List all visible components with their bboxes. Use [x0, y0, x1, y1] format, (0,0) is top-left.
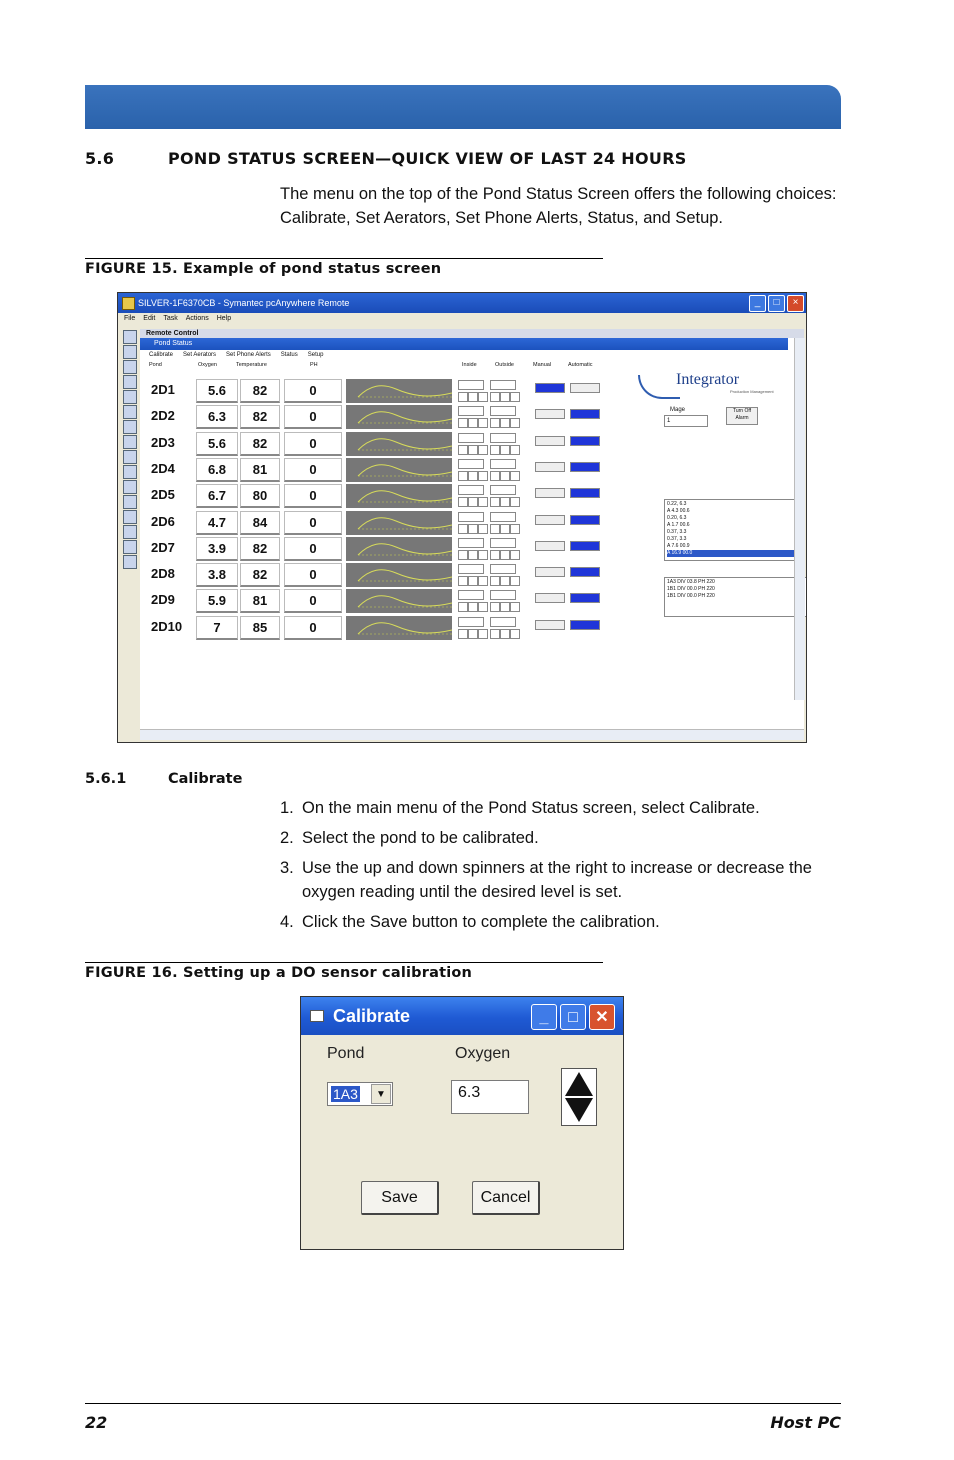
- trend-graph: [346, 379, 452, 403]
- on-off-toggle[interactable]: [468, 629, 478, 639]
- toolbar-button-icon[interactable]: [123, 345, 137, 359]
- calibrate-titlebar: [301, 997, 623, 1035]
- save-button[interactable]: Save: [361, 1181, 439, 1215]
- toolbar-button-icon[interactable]: [123, 555, 137, 569]
- aerator-controls: [458, 459, 524, 481]
- toolbar-button-icon[interactable]: [123, 465, 137, 479]
- on-off-toggle[interactable]: [510, 392, 520, 402]
- inside-field[interactable]: [458, 617, 484, 627]
- inside-field[interactable]: [458, 459, 484, 469]
- trend-graph: [346, 405, 452, 429]
- on-off-toggle[interactable]: [468, 602, 478, 612]
- cancel-button[interactable]: Cancel: [472, 1181, 540, 1215]
- minimize-icon[interactable]: _: [749, 295, 766, 312]
- list-item[interactable]: 1A3 DIV 03.8 PH 220: [667, 579, 715, 585]
- integrator-logo: Integrator Production Management: [638, 371, 807, 397]
- figure15-rule: [85, 258, 603, 259]
- spinner-up-icon[interactable]: [565, 1072, 593, 1096]
- menu-set-aerators[interactable]: Set Aerators: [183, 352, 217, 358]
- on-off-toggle[interactable]: [478, 418, 488, 428]
- on-off-toggle[interactable]: [510, 497, 520, 507]
- pond-id: 2D6: [151, 513, 175, 529]
- oxygen-cell: 7: [196, 616, 238, 640]
- header-inside: Inside: [462, 362, 477, 368]
- on-off-toggle[interactable]: [458, 524, 468, 534]
- on-off-toggle[interactable]: [490, 550, 500, 560]
- on-off-toggle[interactable]: [500, 524, 510, 534]
- toolbar-button-icon[interactable]: [123, 525, 137, 539]
- automatic-indicator[interactable]: [570, 383, 600, 393]
- aerator-controls: [458, 380, 524, 402]
- on-off-toggle[interactable]: [510, 576, 520, 586]
- aerator-controls: [458, 433, 524, 455]
- inside-field[interactable]: [458, 433, 484, 443]
- table-row: [148, 537, 608, 561]
- on-off-toggle[interactable]: [478, 576, 488, 586]
- on-off-toggle[interactable]: [510, 418, 520, 428]
- table-row: [148, 484, 608, 508]
- mage-select[interactable]: 1: [664, 415, 708, 427]
- outside-field[interactable]: [490, 512, 516, 522]
- section-number: 5.6: [85, 149, 115, 168]
- manual-indicator[interactable]: [535, 567, 565, 577]
- subsection-title: Calibrate: [168, 771, 243, 787]
- temperature-cell: 82: [240, 379, 280, 403]
- manual-indicator[interactable]: [535, 541, 565, 551]
- remote-window-title: SILVER-1F6370CB - Symantec pcAnywhere Remote: [138, 298, 350, 308]
- oxygen-cell: 6.3: [196, 405, 238, 429]
- aerator-controls: [458, 538, 524, 560]
- on-off-toggle[interactable]: [478, 524, 488, 534]
- temperature-cell: 82: [240, 537, 280, 561]
- calibrate-dialog: [300, 996, 624, 1250]
- on-off-toggle[interactable]: [468, 418, 478, 428]
- toolbar-button-icon[interactable]: [123, 390, 137, 404]
- close-icon[interactable]: ×: [787, 295, 804, 312]
- page-number: 22: [85, 1413, 108, 1432]
- manual-indicator[interactable]: [535, 593, 565, 603]
- inside-field[interactable]: [458, 380, 484, 390]
- on-off-toggle[interactable]: [490, 602, 500, 612]
- manual-indicator[interactable]: [535, 488, 565, 498]
- menu-file[interactable]: File: [124, 315, 136, 322]
- header-oxygen: Oxygen: [198, 362, 217, 368]
- oxygen-spinner[interactable]: [561, 1068, 597, 1126]
- on-off-toggle[interactable]: [468, 576, 478, 586]
- header-pond: Pond: [149, 362, 162, 368]
- toolbar-button-icon[interactable]: [123, 495, 137, 509]
- on-off-toggle[interactable]: [478, 629, 488, 639]
- trend-graph: [346, 432, 452, 456]
- calibrate-body: [305, 1035, 619, 1245]
- inside-field[interactable]: [458, 590, 484, 600]
- on-off-toggle[interactable]: [468, 445, 478, 455]
- automatic-indicator[interactable]: [570, 488, 600, 498]
- pond-select-value: 1A3: [333, 1086, 358, 1102]
- on-off-toggle[interactable]: [490, 524, 500, 534]
- automatic-indicator[interactable]: [570, 462, 600, 472]
- trend-graph: [346, 484, 452, 508]
- automatic-indicator[interactable]: [570, 567, 600, 577]
- pond-id: 2D2: [151, 408, 175, 424]
- oxygen-cell: 4.7: [196, 511, 238, 535]
- inside-field[interactable]: [458, 406, 484, 416]
- oxygen-cell: 5.6: [196, 379, 238, 403]
- on-off-toggle[interactable]: [468, 524, 478, 534]
- menu-edit[interactable]: Edit: [143, 315, 156, 322]
- list-item[interactable]: 0.37, 3.3: [667, 536, 687, 542]
- pond-id: 2D3: [151, 434, 175, 450]
- table-row: [148, 589, 608, 613]
- on-off-toggle[interactable]: [500, 392, 510, 402]
- oxygen-field[interactable]: 6.3: [451, 1080, 529, 1114]
- automatic-indicator[interactable]: [570, 541, 600, 551]
- on-off-toggle[interactable]: [490, 497, 500, 507]
- on-off-toggle[interactable]: [500, 418, 510, 428]
- pond-status-titlebar: Pond Status: [140, 338, 788, 350]
- log-listbox[interactable]: [664, 577, 807, 617]
- header-automatic: Automatic: [568, 362, 593, 368]
- temperature-cell: 82: [240, 405, 280, 429]
- pond-status-menu: [140, 350, 804, 360]
- manual-indicator[interactable]: [535, 620, 565, 630]
- horizontal-scrollbar[interactable]: [140, 729, 804, 740]
- on-off-toggle[interactable]: [458, 471, 468, 481]
- turn-off-alarm-button[interactable]: Turn Off Alarm: [726, 407, 758, 425]
- temperature-cell: 81: [240, 458, 280, 482]
- on-off-toggle[interactable]: [458, 497, 468, 507]
- pond-id: 2D5: [151, 487, 175, 503]
- oxygen-cell: 3.8: [196, 563, 238, 587]
- window-icon: [310, 1010, 324, 1022]
- manual-indicator[interactable]: [535, 409, 565, 419]
- on-off-toggle[interactable]: [478, 602, 488, 612]
- on-off-toggle[interactable]: [478, 392, 488, 402]
- on-off-toggle[interactable]: [500, 445, 510, 455]
- menu-set-phone-alerts[interactable]: Set Phone Alerts: [226, 352, 271, 358]
- maximize-icon[interactable]: □: [560, 1004, 586, 1030]
- ph-cell: 0: [284, 432, 342, 456]
- on-off-toggle[interactable]: [478, 471, 488, 481]
- trend-graph: [346, 563, 452, 587]
- aerator-controls: [458, 590, 524, 612]
- automatic-indicator[interactable]: [570, 436, 600, 446]
- aerator-controls: [458, 406, 524, 428]
- outside-field[interactable]: [490, 564, 516, 574]
- list-item[interactable]: 0.20, 6.3: [667, 515, 687, 521]
- ph-cell: 0: [284, 616, 342, 640]
- outside-field[interactable]: [490, 538, 516, 548]
- inside-field[interactable]: [458, 538, 484, 548]
- on-off-toggle[interactable]: [510, 629, 520, 639]
- figure15-caption: FIGURE 15. Example of pond status screen: [85, 261, 442, 277]
- pond-id: 2D7: [151, 539, 175, 555]
- list-item[interactable]: A 4.3 00.6: [667, 508, 690, 514]
- oxygen-cell: 6.8: [196, 458, 238, 482]
- manual-indicator[interactable]: [535, 515, 565, 525]
- pond-id: 2D10: [151, 618, 183, 634]
- section-paragraph: The menu on the top of the Pond Status Screen offers the following choices: Calibrate, Set Aerators, Set Phone Alerts, Status, and Setup.: [280, 185, 837, 227]
- mage-label: Mage: [670, 407, 686, 413]
- on-off-toggle[interactable]: [510, 471, 520, 481]
- oxygen-label: Oxygen: [455, 1045, 511, 1062]
- ph-cell: 0: [284, 511, 342, 535]
- figure16-rule: [85, 962, 603, 963]
- temperature-cell: 80: [240, 484, 280, 508]
- table-row: [148, 511, 608, 535]
- inside-field[interactable]: [458, 485, 484, 495]
- on-off-toggle[interactable]: [500, 602, 510, 612]
- menu-task[interactable]: Task: [163, 315, 178, 322]
- trend-graph: [346, 589, 452, 613]
- on-off-toggle[interactable]: [500, 629, 510, 639]
- temperature-cell: 82: [240, 563, 280, 587]
- reading-listbox[interactable]: [664, 499, 802, 561]
- list-item[interactable]: 1B1 DIV 00.0 PH 220: [667, 586, 715, 592]
- on-off-toggle[interactable]: [490, 392, 500, 402]
- menu-help[interactable]: Help: [216, 315, 232, 322]
- toolbar-button-icon[interactable]: [123, 510, 137, 524]
- on-off-toggle[interactable]: [458, 418, 468, 428]
- toolbar-button-icon[interactable]: [123, 375, 137, 389]
- list-item: 4. Click the Save button to complete the calibration.: [280, 913, 660, 931]
- chapter-name: Host PC: [770, 1413, 841, 1432]
- automatic-indicator[interactable]: [570, 515, 600, 525]
- aerator-controls: [458, 512, 524, 534]
- table-row: [148, 458, 608, 482]
- header-temperature: Temperature: [236, 362, 267, 368]
- on-off-toggle[interactable]: [510, 524, 520, 534]
- automatic-indicator[interactable]: [570, 593, 600, 603]
- toolbar-button-icon[interactable]: [123, 420, 137, 434]
- oxygen-cell: 5.6: [196, 432, 238, 456]
- outside-field[interactable]: [490, 406, 516, 416]
- on-off-toggle[interactable]: [510, 550, 520, 560]
- on-off-toggle[interactable]: [458, 550, 468, 560]
- minimize-icon[interactable]: _: [531, 1004, 557, 1030]
- remote-control-label: Remote Control: [140, 329, 804, 338]
- on-off-toggle[interactable]: [458, 602, 468, 612]
- outside-field[interactable]: [490, 485, 516, 495]
- toolbar-button-icon[interactable]: [123, 360, 137, 374]
- aerator-controls: [458, 564, 524, 586]
- remote-content: [140, 329, 804, 739]
- app-icon: [122, 297, 135, 310]
- column-headers: [140, 360, 804, 370]
- pond-status-window: [117, 292, 807, 743]
- on-off-toggle[interactable]: [478, 445, 488, 455]
- on-off-toggle[interactable]: [500, 471, 510, 481]
- list-item: 3. Use the up and down spinners at the right to increase or decrease the oxygen reading until the desired level is set.: [280, 859, 812, 901]
- header-manual: Manual: [533, 362, 552, 368]
- on-off-toggle[interactable]: [458, 392, 468, 402]
- outside-field[interactable]: [490, 617, 516, 627]
- table-row: [148, 405, 608, 429]
- on-off-toggle[interactable]: [490, 445, 500, 455]
- on-off-toggle[interactable]: [478, 550, 488, 560]
- footer-rule: [85, 1403, 841, 1404]
- trend-graph: [346, 511, 452, 535]
- list-item[interactable]: 0.22, 6.3: [667, 501, 687, 507]
- on-off-toggle[interactable]: [500, 576, 510, 586]
- menu-status[interactable]: Status: [280, 352, 298, 358]
- spinner-down-icon[interactable]: [565, 1098, 593, 1122]
- list-item[interactable]: A 16.9 00.0: [667, 550, 799, 557]
- pond-id: 2D1: [151, 382, 175, 397]
- trend-graph: [346, 616, 452, 640]
- aerator-controls: [458, 485, 524, 507]
- outside-field[interactable]: [490, 590, 516, 600]
- menu-actions[interactable]: Actions: [185, 315, 209, 322]
- inside-field[interactable]: [458, 564, 484, 574]
- ph-cell: 0: [284, 405, 342, 429]
- toolbar-button-icon[interactable]: [123, 405, 137, 419]
- manual-indicator[interactable]: [535, 383, 565, 393]
- ph-cell: 0: [284, 458, 342, 482]
- toolbar-button-icon[interactable]: [123, 450, 137, 464]
- on-off-toggle[interactable]: [458, 629, 468, 639]
- remote-toolbar: [120, 329, 138, 729]
- remote-menu-bar: [118, 313, 806, 325]
- on-off-toggle[interactable]: [458, 576, 468, 586]
- pond-id: 2D4: [151, 460, 175, 476]
- automatic-indicator[interactable]: [570, 620, 600, 630]
- pond-label: Pond: [327, 1045, 365, 1062]
- list-item[interactable]: 1B1 DIV 00.0 PH 220: [667, 593, 715, 599]
- automatic-indicator[interactable]: [570, 409, 600, 419]
- list-item[interactable]: 0.37, 3.3: [667, 529, 687, 535]
- menu-setup[interactable]: Setup: [307, 352, 324, 358]
- toolbar-button-icon[interactable]: [123, 435, 137, 449]
- outside-field[interactable]: [490, 380, 516, 390]
- table-row: [148, 616, 608, 640]
- header-banner: [85, 85, 841, 129]
- on-off-toggle[interactable]: [490, 418, 500, 428]
- trend-graph: [346, 537, 452, 561]
- figure16-caption: FIGURE 16. Setting up a DO sensor calibration: [85, 965, 473, 981]
- table-row: [148, 563, 608, 587]
- pond-id: 2D8: [151, 566, 175, 582]
- outside-field[interactable]: [490, 459, 516, 469]
- temperature-cell: 81: [240, 589, 280, 613]
- manual-indicator[interactable]: [535, 436, 565, 446]
- oxygen-cell: 5.9: [196, 589, 238, 613]
- pond-select[interactable]: [327, 1082, 393, 1106]
- menu-calibrate[interactable]: Calibrate: [149, 352, 174, 358]
- on-off-toggle[interactable]: [468, 392, 478, 402]
- on-off-toggle[interactable]: [468, 497, 478, 507]
- on-off-toggle[interactable]: [468, 471, 478, 481]
- on-off-toggle[interactable]: [490, 471, 500, 481]
- ph-cell: 0: [284, 537, 342, 561]
- list-item[interactable]: A 7.6 00.9: [667, 543, 690, 549]
- on-off-toggle[interactable]: [468, 550, 478, 560]
- on-off-toggle[interactable]: [510, 445, 520, 455]
- toolbar-button-icon[interactable]: [123, 480, 137, 494]
- pond-id: 2D9: [151, 592, 175, 608]
- list-item[interactable]: A 1.7 00.6: [667, 522, 690, 528]
- subsection-number: 5.6.1: [85, 771, 127, 787]
- trend-graph: [346, 458, 452, 482]
- on-off-toggle[interactable]: [478, 497, 488, 507]
- ph-cell: 0: [284, 379, 342, 403]
- list-item: 2. Select the pond to be calibrated.: [280, 829, 539, 847]
- on-off-toggle[interactable]: [490, 629, 500, 639]
- maximize-icon[interactable]: □: [768, 295, 785, 312]
- aerator-controls: [458, 617, 524, 639]
- chevron-down-icon[interactable]: ▼: [371, 1084, 391, 1104]
- table-row: [148, 379, 608, 403]
- header-outside: Outside: [495, 362, 514, 368]
- ph-cell: 0: [284, 563, 342, 587]
- outside-field[interactable]: [490, 433, 516, 443]
- on-off-toggle[interactable]: [510, 602, 520, 612]
- remote-window-titlebar: [118, 293, 806, 313]
- on-off-toggle[interactable]: [500, 550, 510, 560]
- toolbar-button-icon[interactable]: [123, 330, 137, 344]
- vertical-scrollbar[interactable]: [794, 338, 805, 700]
- ph-cell: 0: [284, 589, 342, 613]
- ph-cell: 0: [284, 484, 342, 508]
- close-icon[interactable]: ✕: [589, 1004, 615, 1030]
- table-row: [148, 432, 608, 456]
- on-off-toggle[interactable]: [458, 445, 468, 455]
- calibrate-title: Calibrate: [333, 1006, 411, 1026]
- toolbar-button-icon[interactable]: [123, 540, 137, 554]
- list-item: 1. On the main menu of the Pond Status screen, select Calibrate.: [280, 799, 760, 817]
- temperature-cell: 82: [240, 432, 280, 456]
- header-ph: PH: [310, 362, 318, 368]
- section-title: POND STATUS SCREEN—QUICK VIEW OF LAST 24 HOURS: [168, 149, 687, 168]
- oxygen-cell: 6.7: [196, 484, 238, 508]
- temperature-cell: 85: [240, 616, 280, 640]
- temperature-cell: 84: [240, 511, 280, 535]
- on-off-toggle[interactable]: [490, 576, 500, 586]
- calibrate-steps: [280, 796, 840, 940]
- oxygen-cell: 3.9: [196, 537, 238, 561]
- on-off-toggle[interactable]: [500, 497, 510, 507]
- inside-field[interactable]: [458, 512, 484, 522]
- manual-indicator[interactable]: [535, 462, 565, 472]
